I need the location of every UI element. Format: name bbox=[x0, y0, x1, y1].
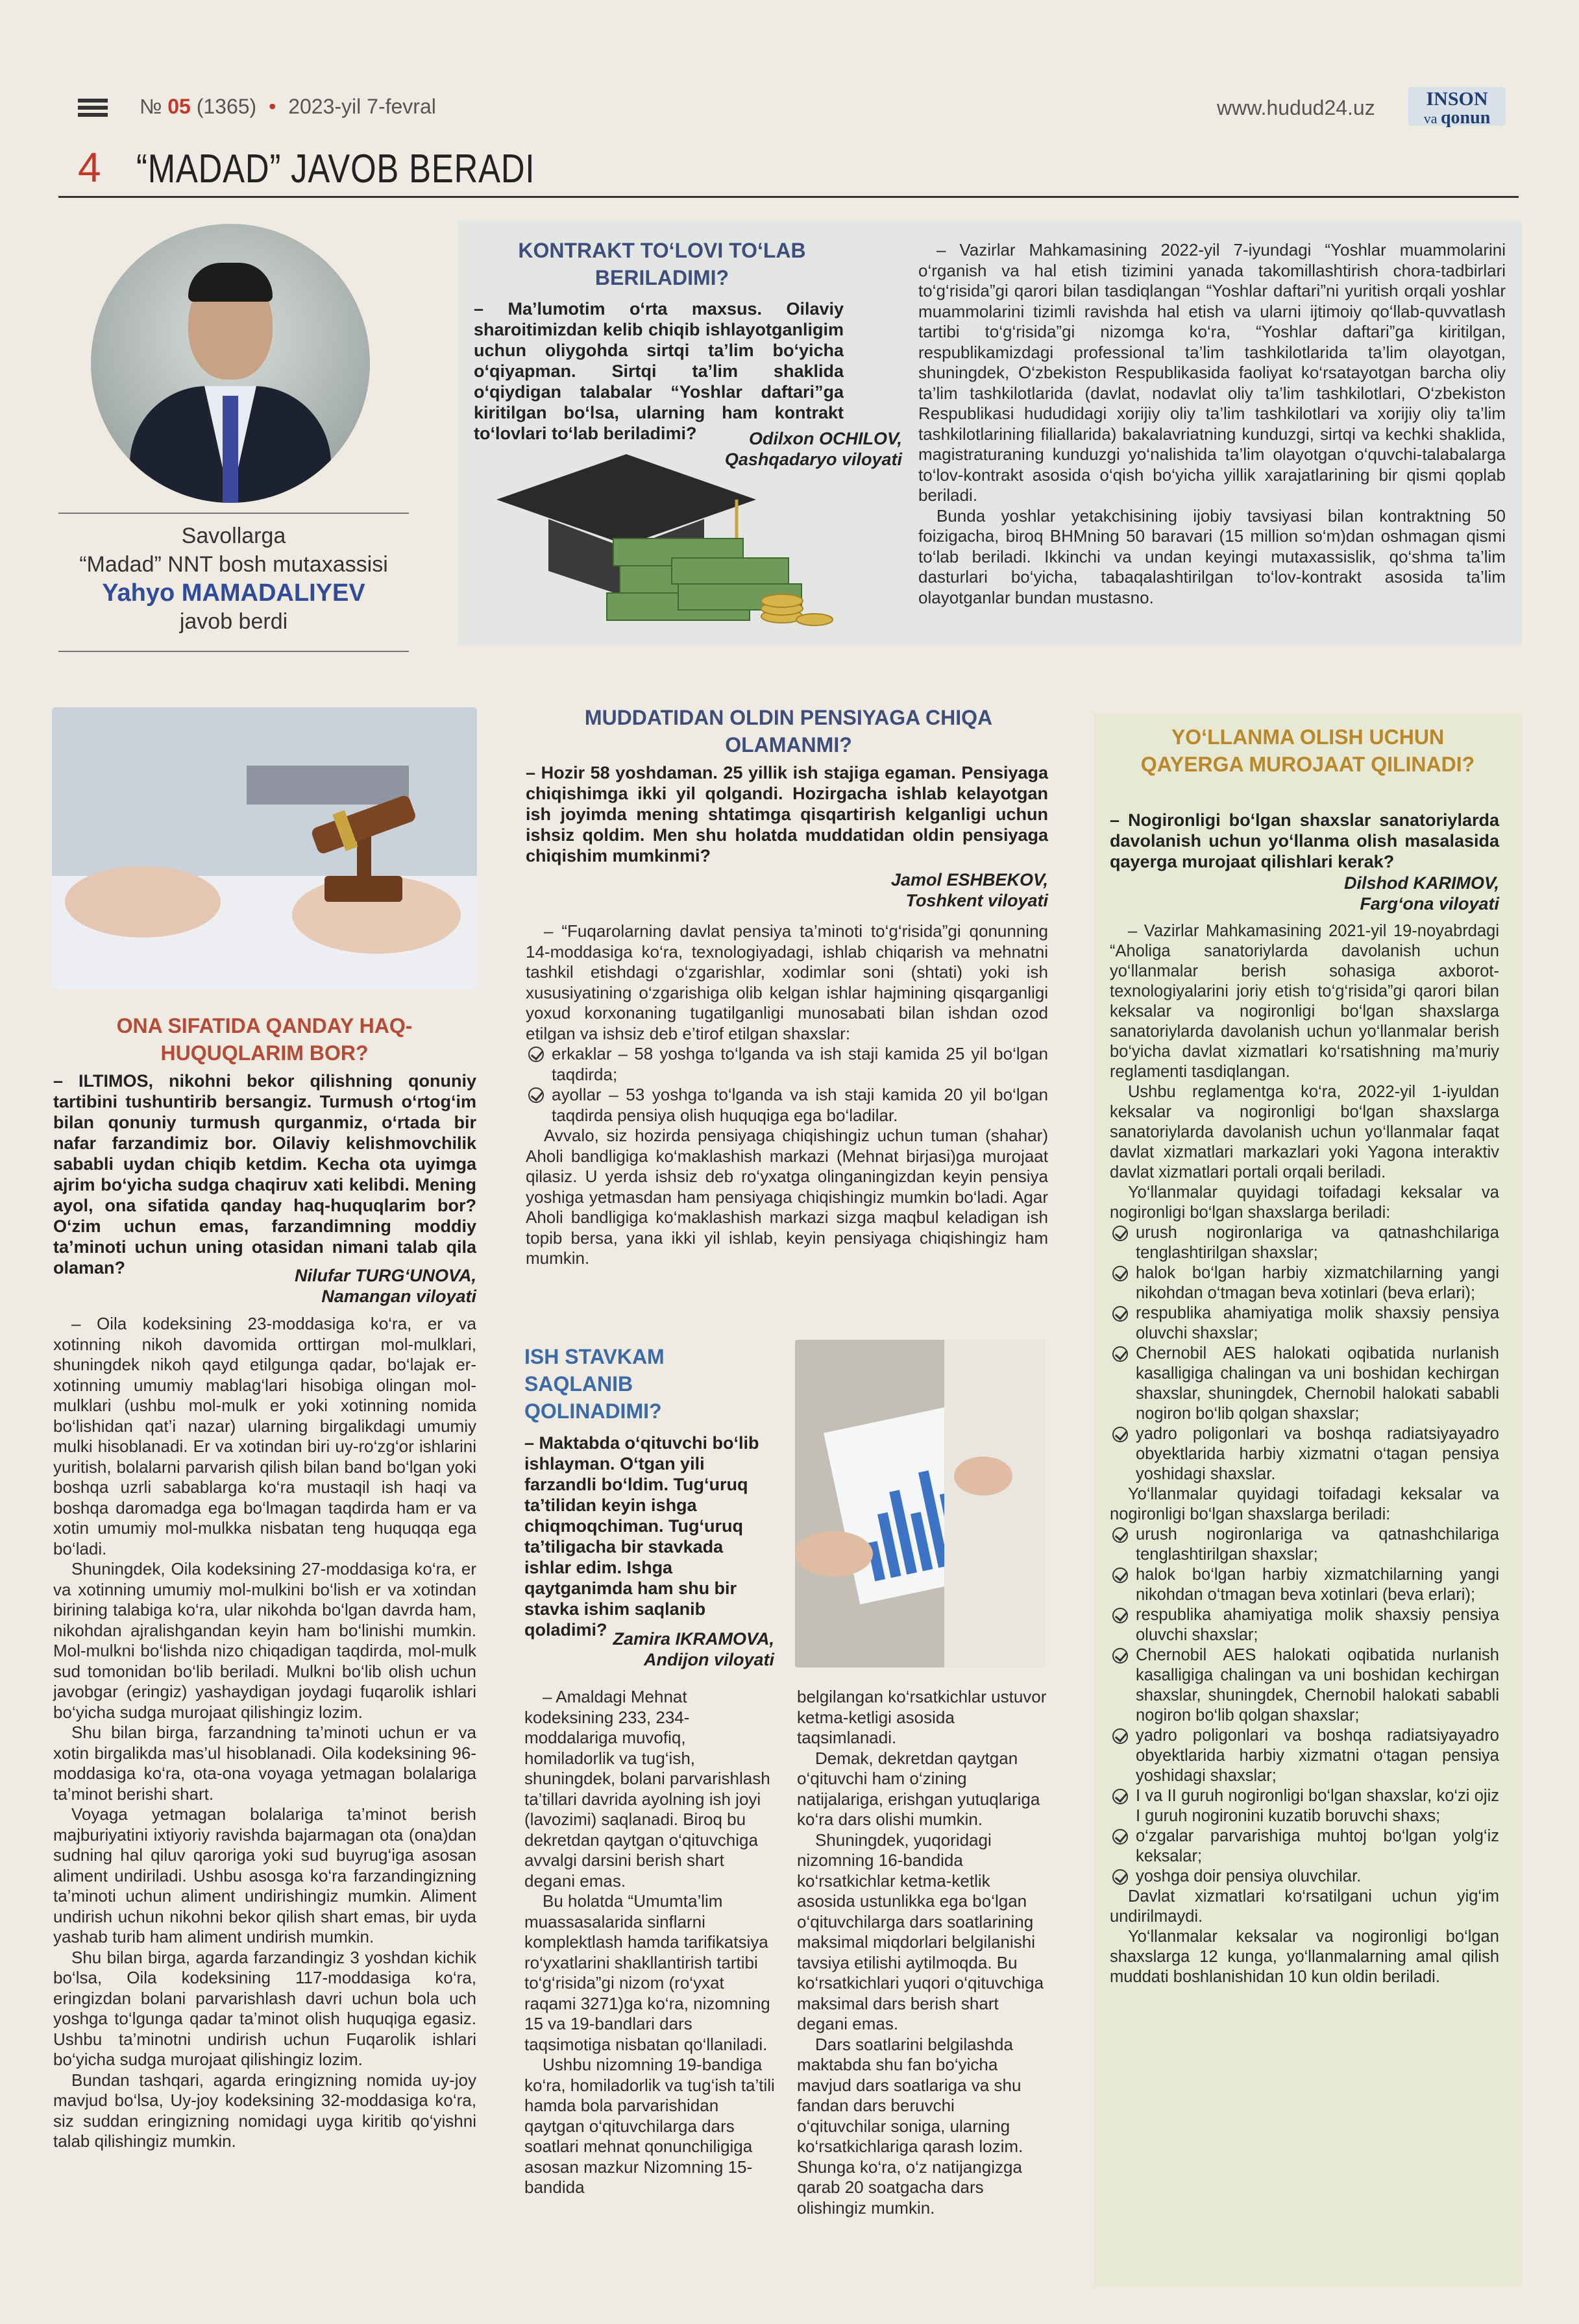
checkmark-icon bbox=[528, 1087, 544, 1103]
checkmark-icon bbox=[528, 1047, 544, 1062]
list-item-text: urush nogironlariga va qatnashchilariga tenglashtirilgan shaxslar; bbox=[1136, 1224, 1499, 1262]
article-kontrakt-question: – Ma’lumotim o‘rta maxsus. Oilaviy sharoitimizdan kelib chiqib ishlayotganligim uchun oliygohda sirtqi ta’lim bo‘yicha o‘qiyapman. Sirtqi ta’lim shaklida o‘qiydigan talabalar “Yoshlar daftari”ga kiritilgan bo‘lsa, ularning ham kontrakt to‘lovlari to‘lab beriladimi? bbox=[474, 299, 844, 443]
list-item-text: erkaklar – 58 yoshga to‘lganda va ish staji kamida 25 yil bo‘lgan taqdirda; bbox=[552, 1044, 1048, 1084]
article-yollanma-p3: Davlat xizmatlari ko‘rsatilgani uchun yig‘im undirilmaydi. bbox=[1110, 1887, 1499, 1926]
section-header bbox=[58, 139, 1519, 198]
list-item-text: Chernobil AES halokati oqibatida nurlanish kasalligiga chalingan va uni boshidan kechirgan shaxslar, shuningdek, Chernobil halokati sababli nogiron bo‘lib qolgan shaxslar; bbox=[1136, 1344, 1499, 1423]
checkmark-icon bbox=[1112, 1427, 1128, 1442]
list-item-text: yadro poligonlari va boshqa radiatsiyayadro obyektlarida harbiy xizmatni o‘tagan pensiya yoshidagi shaxslar. bbox=[1136, 1425, 1499, 1483]
article-pensiya-author: Jamol ESHBEKOV, bbox=[890, 870, 1048, 890]
checkmark-icon bbox=[1112, 1266, 1128, 1281]
list-item bbox=[1110, 1303, 1499, 1344]
article-stavka-p5: Demak, dekretdan qaytgan o‘qituvchi ham o‘zining natijalariga, erishgan yutuqlariga ko‘ra dars olishi mumkin. bbox=[797, 1748, 1040, 1829]
article-yollanma-author: Dilshod KARIMOV, bbox=[1343, 873, 1499, 893]
list-item bbox=[1110, 1223, 1499, 1263]
article-yollanma-p1: – Vazirlar Mahkamasining 2021-yil 19-noyabrdagi “Aholiga sanatoriylarda davolanish uchun yo‘llanmalar berish sohasiga axborot-texnologiyalarini joriy etish to‘g‘risida”gi qarori bilan keksalar va nogironligi bo‘lgan shaxslarga sanatoriylarda davolanish uchun yo‘llanmalar berish bo‘yicha davlat xizmatlari ko‘rsatishning ma’muriy reglamenti tasdiqlangan. bbox=[1110, 922, 1499, 1081]
website-link[interactable]: www.hudud24.uz bbox=[1217, 96, 1375, 119]
article-ona-answer bbox=[53, 1314, 476, 2152]
issue-prefix: № bbox=[140, 95, 162, 118]
checkmark-icon bbox=[1112, 1226, 1128, 1241]
list-item bbox=[1110, 1565, 1499, 1605]
list-item-text: ayollar – 53 yoshga to‘lganda va ish staji kamida 20 yil bo‘lgan taqdirda pensiya olish huquqiga ega bo‘ladilar. bbox=[552, 1085, 1048, 1125]
article-pensiya-answer bbox=[526, 921, 1048, 1269]
logo-top: INSON bbox=[1426, 88, 1488, 110]
article-pensiya-p1: – “Fuqarolarning davlat pensiya ta’minoti to‘g‘risida”gi qonunning 14-moddasiga ko‘ra, texnologiyadagi, ishlab chiqarish va mehnatni tashkil etishdagi o‘zgarishlar, xodimlar soni (shtati) yoki ish xususiyatining o‘zgarishiga olib kelgan ishlar hajmining qisqarganligi yoxud korxonaning tugatilganligi munosabati bilan ishdan ozod etilgan va ishsiz deb e’tirof etilgan shaxslar: bbox=[526, 921, 1048, 1043]
list-item-text: Chernobil AES halokati oqibatida nurlanish kasalligiga chalingan va uni boshidan kechirgan shaxslar, shuningdek, Chernobil halokati sababli nogiron bo‘lib qolgan shaxslar; bbox=[1136, 1646, 1499, 1725]
checkmark-icon bbox=[1112, 1567, 1128, 1583]
logo-va: va bbox=[1423, 110, 1438, 127]
article-kontrakt-author: Odilxon OCHILOV, bbox=[748, 429, 902, 448]
article-stavka-p7: Dars soatlarini belgilashda maktabda shu fan bo‘yicha mavjud dars soatlariga va shu fandan dars beruvchi o‘qituvchilar soniga, ularning ko‘rsatkichlariga qarash lozim. Shunga ko‘ra, o‘z natijangizga qarab 20 soatgacha dars olishingiz mumkin. bbox=[797, 2034, 1023, 2218]
issue-info bbox=[140, 95, 436, 119]
article-ona-p1: – Oila kodeksining 23-moddasiga ko‘ra, er va xotinning nikoh davomida orttirgan mol-mulklari, shuningdek nikoh qayd etilgunga qadar, bo‘lajak er-xotinning umumiy mablag‘lari hisobiga olingan mol-mulklari (ushbu mol-mulk er yoki xotinning nomida bo‘lishidan qat’i nazar) ularning birgalikdagi umumiy mulki hisoblanadi. Er va xotindan biri uy-ro‘zg‘or ishlarini yuritish, bolalarni parvarish qilish bilan band bo‘lgan yoki boshqa uzrli sabablarga ko‘ra mustaqil ish haqi va boshqa daromadga ega bo‘lmagan taqdirda ham er va xotin umumiy mol-mulkka nisbatan teng huquqqa ega bo‘ladi. bbox=[53, 1314, 476, 1558]
article-stavka-answer-col2 bbox=[797, 1687, 1047, 2218]
newspaper-logo bbox=[1408, 87, 1506, 126]
courtroom-gavel-photo bbox=[52, 707, 477, 989]
answerer-line4: javob berdi bbox=[179, 609, 288, 634]
article-ona-question: – ILTIMOS, nikohni bekor qilishning qonuniy tartibini tushuntirib bersangiz. Turmush o‘rtog‘im bilan qonuniy turmush qurganmiz, o‘rtada bir nafar farzandimiz bor. Oilaviy kelishmovchilik sababli uydan chiqib ketdim. Kecha ota uyimga ajrim bo‘yicha sudga chaqiruv xati kelibdi. Mening ayol, ona sifatida qanday haq-huquqlarim bor? O‘zim uchun emas, farzandimning moddiy ta’minoti uchun uning otasidan nimani talab qila olaman? bbox=[53, 1071, 476, 1277]
answerer-name: Yahyo MAMADALIYEV bbox=[102, 579, 365, 607]
graduation-money-illustration bbox=[477, 428, 840, 636]
logo-bottom: qonun bbox=[1440, 108, 1491, 128]
issue-date: 2023-yil 7-fevral bbox=[288, 95, 436, 118]
checkmark-icon bbox=[1112, 1829, 1128, 1845]
article-pensiya-bullets bbox=[526, 1044, 1048, 1126]
list-item-text: yoshga doir pensiya oluvchilar. bbox=[1136, 1867, 1362, 1885]
article-ona-p3: Shu bilan birga, farzandning ta’minoti uchun er va xotin birgalikda mas’ul hisoblanadi. Oila kodeksining 96-moddasiga ko‘ra, ota-ona voyaga yetmagan bolalariga ta’minot berishi shart. bbox=[53, 1723, 476, 1804]
article-stavka-p3: Ushbu nizomning 19-bandiga ko‘ra, homiladorlik va tug‘ish ta’tili hamda bola parvarishidan qaytgan o‘qituvchilarga dars soatlari mehnat qonunchiligiga asosan mazkur Nizomning 15-bandida bbox=[524, 2055, 775, 2197]
article-stavka-title-l1: ISH STAVKAM bbox=[524, 1345, 665, 1368]
article-yollanma-list-intro-1: Yo‘llanmalar quyidagi toifadagi keksalar va nogironligi bo‘lgan shaxslarga beriladi: bbox=[1110, 1183, 1499, 1222]
list-item-text: halok bo‘lgan harbiy xizmatchilarning yangi nikohdan o‘tmagan beva xotinlari (beva erlari); bbox=[1136, 1566, 1499, 1604]
separator-dot: • bbox=[269, 95, 276, 118]
issue-total: (1365) bbox=[196, 95, 257, 118]
article-yollanma-title: YO‘LLANMA OLISH UCHUN QAYERGA MUROJAAT QILINADI? bbox=[1140, 725, 1475, 776]
list-item-text: yadro poligonlari va boshqa radiatsiyayadro obyektlarida harbiy xizmatni o‘tagan pensiya yoshidagi shaxslar; bbox=[1136, 1726, 1499, 1785]
article-yollanma-signature bbox=[1233, 873, 1499, 914]
list-item bbox=[1110, 1263, 1499, 1303]
article-yollanma-list-1 bbox=[1110, 1223, 1499, 1484]
answerer-line1: Savollarga bbox=[181, 524, 286, 548]
article-stavka-p4: belgilangan ko‘rsatkichlar ustuvor ketma-ketligi asosida taqsimlanadi. bbox=[797, 1687, 1047, 1747]
article-stavka-p6: Shuningdek, yuqoridagi nizomning 16-bandida ko‘rsatkichlar ketma-ketlik asosida ustunlikka ega bo‘lgan o‘qituvchilarga dars soatlarining maksimal miqdorlari belgilanishi tavsiya etilishi aytilmoqda. Bu ko‘rsatkichlari yuqori o‘qituvchiga maksimal dars berish shart degani emas. bbox=[797, 1830, 1044, 2033]
checkmark-icon bbox=[1112, 1608, 1128, 1623]
article-kontrakt-region: Qashqadaryo viloyati bbox=[724, 450, 902, 469]
section-title: “MADAD” JAVOB BERADI bbox=[136, 147, 535, 191]
article-pensiya-signature bbox=[779, 869, 1048, 911]
article-kontrakt-p2: Bunda yoshlar yetakchisining ijobiy tavsiyasi bilan kontraktning 50 foizigacha, biroq BHMning 50 baravari (15 million so‘m)dan oshmagan qismi to‘lab beriladi. Ikkinchi va undan keyingi mutaxassislik, qo‘shma ta’lim dasturlari bo‘yicha, tabaqalashtirilgan to‘lov-kontrakt asosida ta’lim olayotganlar bundan mustasno. bbox=[918, 505, 1506, 607]
page-number: 4 bbox=[78, 144, 101, 191]
list-item-text: respublika ahamiyatiga molik shaxsiy pensiya oluvchi shaxslar; bbox=[1136, 1304, 1499, 1342]
article-yollanma-region: Farg‘ona viloyati bbox=[1360, 894, 1499, 914]
list-item-text: o‘zgalar parvarishiga muhtoj bo‘lgan yolg‘iz keksalar; bbox=[1136, 1827, 1499, 1865]
article-ona-p6: Bundan tashqari, agarda eringizning nomida uy-joy mavjud bo‘lsa, Uy-joy kodeksining 32-moddasiga ko‘ra, siz suddan eringizning nomidagi uyga kiritib qo‘yishni talab qilishingiz mumkin. bbox=[53, 2070, 476, 2151]
article-kontrakt-title: KONTRAKT TO‘LOVI TO‘LAB BERILADIMI? bbox=[518, 239, 806, 289]
answerer-caption bbox=[58, 513, 409, 652]
checkmark-icon bbox=[1112, 1648, 1128, 1664]
checkmark-icon bbox=[1112, 1728, 1128, 1744]
article-stavka-region: Andijon viloyati bbox=[643, 1650, 774, 1669]
list-item bbox=[526, 1085, 1048, 1126]
list-item bbox=[1110, 1344, 1499, 1424]
checkmark-icon bbox=[1112, 1306, 1128, 1322]
article-ona-title: ONA SIFATIDA QANDAY HAQ-HUQUQLARIM BOR? bbox=[116, 1014, 413, 1065]
issue-number: 05 bbox=[167, 95, 191, 118]
article-ona-p2: Shuningdek, Oila kodeksining 27-moddasiga ko‘ra, er va xotinning umumiy mol-mulkini bo‘lish er va xotindan birining talabiga ko‘ra, ular nikohda bo‘lgan davrda ham, nikohdan ajralishgandan keyin ham bo‘linishi mumkin. Mol-mulkni bo‘lishda nizo chiqadigan taqdirda, mol-mulk sud tomonidan bo‘lib beriladi. Mulkni bo‘lib olish uchun javobgar (eringiz) yashaydigan joydagi fuqarolik ishlari bo‘yicha sudga murojaat qilishingiz lozim. bbox=[53, 1559, 476, 1722]
article-yollanma-p4: Yo‘llanmalar keksalar va nogironligi bo‘lgan shaxslarga 12 kunga, yo‘llanmalarning amal qilish muddati boshlanishidan 10 kun oldin beriladi. bbox=[1110, 1928, 1499, 1986]
article-pensiya-title: MUDDATIDAN OLDIN PENSIYAGA CHIQA OLAMANMI? bbox=[584, 706, 993, 757]
list-item bbox=[526, 1044, 1048, 1085]
list-item bbox=[1110, 1867, 1499, 1887]
list-item-text: respublika ahamiyatiga molik shaxsiy pensiya oluvchi shaxslar; bbox=[1136, 1606, 1499, 1644]
list-item-text: halok bo‘lgan harbiy xizmatchilarning yangi nikohdan o‘tmagan beva xotinlari (beva erlari); bbox=[1136, 1264, 1499, 1302]
article-pensiya-region: Toshkent viloyati bbox=[905, 891, 1048, 910]
logo-bottom-line bbox=[1408, 109, 1506, 127]
checkmark-icon bbox=[1112, 1789, 1128, 1804]
article-stavka-author: Zamira IKRAMOVA, bbox=[613, 1629, 774, 1649]
list-item bbox=[1110, 1605, 1499, 1645]
article-stavka-title-l2: SAQLANIB bbox=[524, 1372, 633, 1396]
article-stavka-title bbox=[524, 1343, 771, 1425]
list-item bbox=[1110, 1786, 1499, 1826]
article-ona-region: Namangan viloyati bbox=[321, 1287, 476, 1306]
top-bar bbox=[78, 88, 1506, 130]
article-kontrakt-answer bbox=[918, 240, 1506, 608]
list-item bbox=[1110, 1525, 1499, 1565]
article-stavka-p1: – Amaldagi Mehnat kodeksining 233, 234-moddalariga muvofiq, homiladorlik va tug‘ish, shuningdek, bolani parvarishlash ta’tillari davrida ayolning ish joyi (lavozimi) saqlanadi. Biroq bu dekretdan qaytgan o‘qituvchiga avvalgi darsini berish shart degani emas. bbox=[524, 1687, 770, 1891]
article-ona-author: Nilufar TURG‘UNOVA, bbox=[294, 1266, 476, 1285]
article-yollanma-answer bbox=[1110, 921, 1499, 1987]
menu-icon[interactable] bbox=[78, 99, 108, 121]
checkmark-icon bbox=[1112, 1527, 1128, 1543]
article-ona-signature bbox=[195, 1265, 476, 1307]
answerer-position: “Madad” NNT bosh mutaxassisi bbox=[79, 552, 388, 577]
article-yollanma-list-intro-2: Yo‘llanmalar quyidagi toifadagi keksalar va nogironligi bo‘lgan shaxslarga beriladi: bbox=[1110, 1485, 1499, 1523]
checkmark-icon bbox=[1112, 1346, 1128, 1362]
article-pensiya-p2: Avvalo, siz hozirda pensiyaga chiqishingiz uchun tuman (shahar) Aholi bandligiga ko‘maklashish markazi (Mehnat birjasi)ga murojaat qilasiz. U yerda ishsiz deb ro‘yxatga olinganingizdan keyin pensiya yoshiga yetmasdan ham pensiyaga chiqishingiz mumkin bo‘ladi. Agar Aholi bandligiga ko‘maklashish markazi sizga maqbul keladigan ish topib bersa, yana ikki yil ishlab, keyin pensiyaga chiqishingiz ham mumkin. bbox=[526, 1126, 1048, 1268]
article-yollanma-list-2 bbox=[1110, 1525, 1499, 1887]
list-item bbox=[1110, 1424, 1499, 1484]
business-chart-photo bbox=[795, 1340, 1045, 1667]
list-item bbox=[1110, 1645, 1499, 1726]
article-kontrakt-p1: – Vazirlar Mahkamasining 2022-yil 7-iyundagi “Yoshlar muammolarini o‘rganish va hal etish tizimini yanada takomillashtirish chora-tadbirlari to‘g‘risida”gi qarori bilan tasdiqlangan “Yoshlar daftari”ni yuritish orqali yoshlar muammolarini tizimli ravishda hal etish va ularni ijtimoiy qo‘llab-quvvatlash tartibi to‘g‘risida”gi nizomga ko‘ra, “Yoshlar daftari”ga kiritilgan, respublikamizdagi professional ta’lim tashkilotlarida ta’lim olayotgan, shuningdek, O‘zbekiston Respublikasida faoliyat ko‘rsatayotgan barcha oliy ta’lim tashkilotlarida (davlat, nodavlat oliy ta’lim tashkilotlari, O‘zbekiston Respublikasi hududidagi xorijiy oliy ta’lim tashkilotlari va xorijiy oliy ta’lim tashkilotlarining filiallarida) bakalavriatning kunduzgi, sirtqi va kechki shaklida, magistraturaning kunduzgi yo‘nalishida ta’lim olayotgan o‘quvchi-talabalarga to‘lov-kontrakt asosida o‘qish bo‘yicha yillik xarajatlarining bir qismi qoplab beriladi. bbox=[918, 240, 1506, 505]
article-yollanma-question: – Nogironligi bo‘lgan shaxslar sanatoriylarda davolanish uchun yo‘llanma olish masalasida qayerga murojaat qilishlari kerak? bbox=[1110, 810, 1499, 871]
article-ona-p5: Shu bilan birga, agarda farzandingiz 3 yoshdan kichik bo‘lsa, Oila kodeksining 117-moddasiga ko‘ra, eringizdan bolani parvarishlash davri uchun bola uch yoshga to‘lgunga qadar ta’minot olish huquqiga egasiz. Ushbu ta’minotni undirish uchun Fuqarolik ishlari bo‘yicha sudga murojaat qilishingiz lozim. bbox=[53, 1947, 476, 2069]
list-item bbox=[1110, 1726, 1499, 1786]
list-item bbox=[1110, 1826, 1499, 1867]
checkmark-icon bbox=[1112, 1869, 1128, 1885]
article-stavka-title-l3: QOLINADIMI? bbox=[524, 1399, 662, 1423]
article-stavka-answer-col1 bbox=[524, 1687, 777, 2198]
list-item-text: urush nogironlariga va qatnashchilariga tenglashtirilgan shaxslar; bbox=[1136, 1525, 1499, 1564]
article-yollanma-p2: Ushbu reglamentga ko‘ra, 2022-yil 1-iyuldan keksalar va nogironligi bo‘lgan shaxslarga sanatoriylarda davolanish uchun yo‘llanmalar faqat davlat xizmatlari markazlari yoki Yagona interaktiv davlat xizmatlari portali orqali beriladi. bbox=[1110, 1083, 1499, 1181]
article-stavka-question: – Maktabda o‘qituvchi bo‘lib ishlayman. O‘tgan yili farzandli bo‘ldim. Tug‘uruq ta’tilidan keyin ishga chiqmoqchiman. Tug‘uruq ta’tiligacha bir stavkada ishlar edim. Ishga qaytganimda ham shu bir stavka ishim saqlanib qoladimi? bbox=[524, 1433, 759, 1640]
article-stavka-signature bbox=[552, 1628, 774, 1670]
article-ona-p4: Voyaga yetmagan bolalariga ta’minot berish majburiyatini ixtiyoriy ravishda bajarmagan ota (ona)dan sudning hal qiluv qaroriga yoki sud buyrug‘iga asosan aliment undiriladi. Ushbu asosga ko‘ra farzandingizning ta’minoti uchun aliment undirishingiz mumkin. Aliment undirish uchun nikohni bekor qilish shart emas, bir uyda yashab turib ham aliment undirish mumkin. bbox=[53, 1804, 476, 1946]
article-stavka-p2: Bu holatda “Umumta’lim muassasalarida sinflarni komplektlash hamda tarifikatsiya ro‘yxatlarini shakllantirish tartibi to‘g‘risida”gi nizom (ro‘yxat raqami 3271)ga ko‘ra, nizomning 15 va 19-bandlari dars taqsimotiga nisbatan qo‘llaniladi. bbox=[524, 1891, 770, 2054]
expert-photo bbox=[91, 224, 370, 503]
list-item-text: I va II guruh nogironligi bo‘lgan shaxslar, ko‘zi ojiz I guruh nogironini kuzatib boruvchi shaxs; bbox=[1136, 1787, 1499, 1825]
article-pensiya-question: – Hozir 58 yoshdaman. 25 yillik ish stajiga egaman. Pensiyaga chiqishimga ikki yil qolgandi. Hozirgacha ishlab kelayotgan ish joyimda mening shtatimga qisqartirish kelganligi uchun ishsiz qoldim. Men shu holatda muddatidan oldin pensiyaga chiqishim mumkinmi? bbox=[526, 763, 1048, 865]
